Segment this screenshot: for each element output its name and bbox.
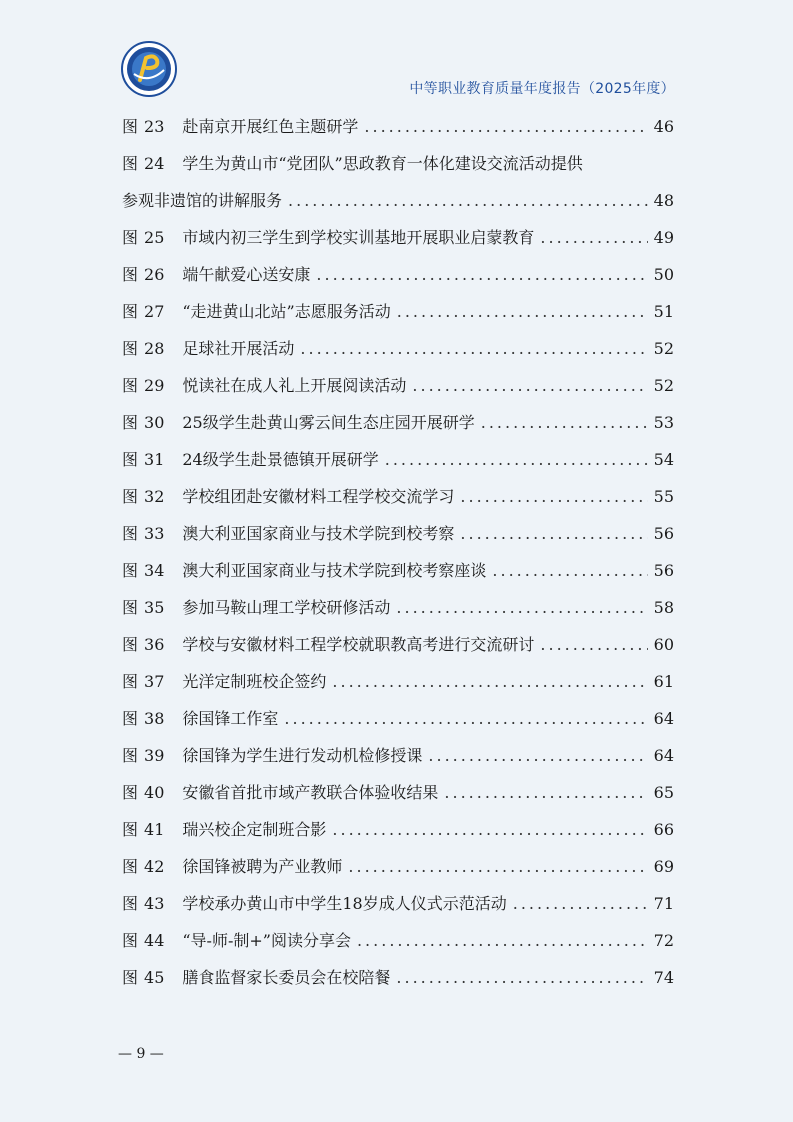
page-ref: 48 bbox=[653, 190, 674, 210]
toc-entry[interactable] bbox=[122, 885, 674, 922]
page-ref: 53 bbox=[653, 412, 674, 432]
page-ref: 56 bbox=[653, 560, 674, 580]
figure-title-continued: 参观非遗馆的讲解服务 bbox=[122, 190, 283, 210]
figure-label: 图 45 bbox=[122, 967, 165, 987]
leader-dots bbox=[444, 783, 647, 803]
leader-dots bbox=[492, 561, 647, 581]
leader-dots bbox=[513, 894, 648, 914]
figure-number: 31 bbox=[144, 449, 165, 469]
figure-label: 图 30 bbox=[122, 412, 165, 432]
page-ref: 49 bbox=[653, 227, 674, 247]
leader-dots bbox=[397, 302, 648, 322]
leader-dots bbox=[348, 857, 647, 877]
figure-number: 23 bbox=[144, 116, 165, 136]
figure-number: 45 bbox=[144, 967, 165, 987]
page-ref: 55 bbox=[653, 486, 674, 506]
figure-title: 膳食监督家长委员会在校陪餐 bbox=[182, 967, 391, 987]
figure-label: 图 24 bbox=[122, 153, 165, 173]
page-number: — 9 — bbox=[118, 1046, 164, 1062]
figure-label: 图 28 bbox=[122, 338, 165, 358]
page-ref: 64 bbox=[653, 708, 674, 728]
toc-entry[interactable] bbox=[122, 367, 674, 404]
leader-dots bbox=[385, 450, 648, 470]
page-ref: 69 bbox=[653, 856, 674, 876]
page-ref: 56 bbox=[653, 523, 674, 543]
figure-label: 图 23 bbox=[122, 116, 165, 136]
leader-dots bbox=[396, 598, 647, 618]
figure-title: 赴南京开展红色主题研学 bbox=[182, 116, 359, 136]
figure-title: “导-师-制+”阅读分享会 bbox=[182, 930, 351, 950]
figure-label: 图 44 bbox=[122, 930, 165, 950]
figure-number: 40 bbox=[144, 782, 165, 802]
leader-dots bbox=[284, 709, 647, 729]
figure-label: 图 27 bbox=[122, 301, 165, 321]
figure-label: 图 34 bbox=[122, 560, 165, 580]
page-ref: 60 bbox=[653, 634, 674, 654]
leader-dots bbox=[460, 524, 647, 544]
figure-title: 光洋定制班校企签约 bbox=[182, 671, 327, 691]
figure-title: 澳大利亚国家商业与技术学院到校考察座谈 bbox=[182, 560, 487, 580]
figure-label: 图 39 bbox=[122, 745, 165, 765]
figure-number: 41 bbox=[144, 819, 165, 839]
figure-title: 徐国锋被聘为产业教师 bbox=[182, 856, 343, 876]
leader-dots bbox=[481, 413, 648, 433]
figure-title: 瑞兴校企定制班合影 bbox=[182, 819, 327, 839]
figure-number: 34 bbox=[144, 560, 165, 580]
figure-title: 参加马鞍山理工学校研修活动 bbox=[182, 597, 391, 617]
toc-entry[interactable] bbox=[122, 478, 674, 515]
report-header: 中等职业教育质量年度报告（2025年度） bbox=[409, 81, 675, 97]
figure-title: 澳大利亚国家商业与技术学院到校考察 bbox=[182, 523, 455, 543]
figure-label: 图 42 bbox=[122, 856, 165, 876]
toc-entry[interactable] bbox=[122, 293, 674, 330]
page-ref: 65 bbox=[653, 782, 674, 802]
leader-dots bbox=[460, 487, 647, 507]
figure-number: 24 bbox=[144, 153, 165, 173]
toc-entry[interactable] bbox=[122, 589, 674, 626]
figure-label: 图 37 bbox=[122, 671, 165, 691]
toc-entry[interactable] bbox=[122, 515, 674, 552]
toc-entry[interactable] bbox=[122, 959, 674, 996]
figure-number: 35 bbox=[144, 597, 165, 617]
figure-title: 足球社开展活动 bbox=[182, 338, 295, 358]
figure-number: 28 bbox=[144, 338, 165, 358]
figure-number: 37 bbox=[144, 671, 165, 691]
toc-entry[interactable] bbox=[122, 441, 674, 478]
figure-title: 安徽省首批市域产教联合体验收结果 bbox=[182, 782, 439, 802]
page-ref: 64 bbox=[653, 745, 674, 765]
figure-label: 图 32 bbox=[122, 486, 165, 506]
figure-number: 38 bbox=[144, 708, 165, 728]
leader-dots bbox=[332, 672, 647, 692]
figure-number: 29 bbox=[144, 375, 165, 395]
figure-number: 39 bbox=[144, 745, 165, 765]
page-ref: 74 bbox=[653, 967, 674, 987]
page-ref: 46 bbox=[653, 116, 674, 136]
toc-entry[interactable] bbox=[122, 811, 674, 848]
figure-label: 图 31 bbox=[122, 449, 165, 469]
figure-number: 43 bbox=[144, 893, 165, 913]
toc-entry[interactable] bbox=[122, 700, 674, 737]
leader-dots bbox=[364, 117, 647, 137]
toc-entry[interactable] bbox=[122, 737, 674, 774]
toc-entry[interactable] bbox=[122, 626, 674, 663]
figure-label: 图 43 bbox=[122, 893, 165, 913]
figure-label: 图 29 bbox=[122, 375, 165, 395]
figure-label: 图 38 bbox=[122, 708, 165, 728]
figure-number: 42 bbox=[144, 856, 165, 876]
figure-title: 市域内初三学生到学校实训基地开展职业启蒙教育 bbox=[182, 227, 535, 247]
toc-entry[interactable] bbox=[122, 552, 674, 589]
figure-number: 30 bbox=[144, 412, 165, 432]
figure-number: 36 bbox=[144, 634, 165, 654]
leader-dots bbox=[540, 635, 647, 655]
leader-dots bbox=[540, 228, 647, 248]
figure-number: 25 bbox=[144, 227, 165, 247]
figure-label: 图 35 bbox=[122, 597, 165, 617]
figure-number: 26 bbox=[144, 264, 165, 284]
page-ref: 54 bbox=[653, 449, 674, 469]
figure-title: 徐国锋工作室 bbox=[182, 708, 279, 728]
leader-dots bbox=[357, 931, 648, 951]
toc-entry[interactable] bbox=[122, 922, 674, 959]
toc-entry[interactable] bbox=[122, 774, 674, 811]
toc-entry[interactable] bbox=[122, 219, 674, 256]
figure-list bbox=[122, 108, 674, 996]
toc-entry[interactable] bbox=[122, 404, 674, 441]
figure-title: 25级学生赴黄山雾云间生态庄园开展研学 bbox=[182, 412, 475, 432]
leader-dots bbox=[316, 265, 647, 285]
figure-title: 学校与安徽材料工程学校就职教高考进行交流研讨 bbox=[182, 634, 535, 654]
page-ref: 58 bbox=[653, 597, 674, 617]
figure-title: 徐国锋为学生进行发动机检修授课 bbox=[182, 745, 423, 765]
page-ref: 50 bbox=[653, 264, 674, 284]
figure-label: 图 41 bbox=[122, 819, 165, 839]
page-ref: 61 bbox=[653, 671, 674, 691]
figure-title: 悦读社在成人礼上开展阅读活动 bbox=[182, 375, 407, 395]
figure-number: 44 bbox=[144, 930, 165, 950]
toc-entry[interactable] bbox=[122, 848, 674, 885]
toc-entry[interactable] bbox=[122, 256, 674, 293]
page-ref: 71 bbox=[653, 893, 674, 913]
figure-label: 图 40 bbox=[122, 782, 165, 802]
toc-entry[interactable] bbox=[122, 145, 674, 219]
page-ref: 52 bbox=[653, 338, 674, 358]
school-emblem-icon bbox=[120, 40, 178, 98]
page-ref: 66 bbox=[653, 819, 674, 839]
leader-dots bbox=[300, 339, 647, 359]
page-ref: 72 bbox=[653, 930, 674, 950]
figure-number: 27 bbox=[144, 301, 165, 321]
figure-title: 端午献爱心送安康 bbox=[182, 264, 311, 284]
figure-label: 图 33 bbox=[122, 523, 165, 543]
figure-title: 学校承办黄山市中学生18岁成人仪式示范活动 bbox=[182, 893, 507, 913]
figure-label: 图 36 bbox=[122, 634, 165, 654]
toc-entry[interactable] bbox=[122, 108, 674, 145]
figure-label: 图 25 bbox=[122, 227, 165, 247]
leader-dots bbox=[396, 968, 647, 988]
leader-dots bbox=[332, 820, 647, 840]
toc-entry[interactable] bbox=[122, 663, 674, 700]
figure-title: 学校组团赴安徽材料工程学校交流学习 bbox=[182, 486, 455, 506]
figure-title: 学生为黄山市“党团队”思政教育一体化建设交流活动提供 bbox=[182, 153, 583, 173]
leader-dots bbox=[288, 191, 648, 211]
figure-number: 32 bbox=[144, 486, 165, 506]
figure-label: 图 26 bbox=[122, 264, 165, 284]
figure-number: 33 bbox=[144, 523, 165, 543]
page-ref: 51 bbox=[653, 301, 674, 321]
toc-entry[interactable] bbox=[122, 330, 674, 367]
figure-title: “走进黄山北站”志愿服务活动 bbox=[182, 301, 391, 321]
figure-title: 24级学生赴景德镇开展研学 bbox=[182, 449, 379, 469]
leader-dots bbox=[412, 376, 647, 396]
page-ref: 52 bbox=[653, 375, 674, 395]
leader-dots bbox=[428, 746, 647, 766]
